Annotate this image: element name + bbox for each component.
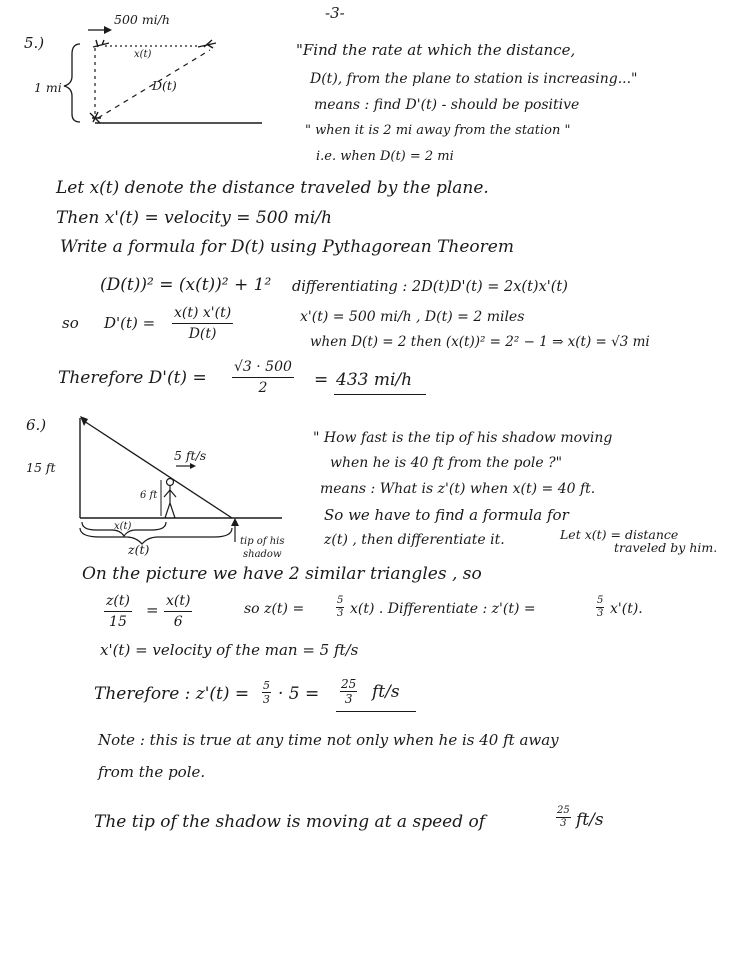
man-speed-label: 5 ft/s	[174, 448, 207, 463]
page-number: -3-	[325, 4, 345, 22]
fraction-denominator: 2	[258, 380, 268, 396]
p6-result-unit: ft/s	[372, 682, 400, 702]
p6-question-line-3: means : What is z'(t) when x(t) = 40 ft.	[320, 481, 596, 497]
tip-label-line-2: shadow	[243, 549, 282, 560]
p6-result-fraction	[340, 678, 357, 705]
fraction-denominator: 3	[597, 608, 604, 619]
p6-question-line-6: traveled by him.	[614, 540, 718, 555]
p6-similar-triangles: On the picture we have 2 similar triangles , so	[82, 564, 482, 584]
p5-dprime-label: D'(t) =	[104, 314, 156, 332]
p6-equals: =	[146, 601, 159, 619]
p6-question-line-2: when he is 40 ft from the pole ?"	[330, 455, 563, 471]
p6-differentiate: x(t) . Differentiate : z'(t) =	[350, 601, 536, 617]
p6-xprime: x'(t).	[610, 601, 643, 617]
z-over-15-fraction	[104, 594, 132, 629]
plane-speed-label: 500 mi/h	[114, 12, 170, 27]
man-icon	[164, 479, 176, 519]
x-distance-label: x(t)	[134, 49, 152, 60]
fraction-numerator: x(t)	[164, 594, 192, 612]
p6-times-five: · 5 =	[278, 684, 320, 704]
x-over-6-fraction	[164, 594, 192, 629]
fraction-denominator: 6	[173, 614, 183, 630]
p5-question-line-1: "Find the rate at which the distance,	[296, 41, 576, 59]
p6-question-line-5b: Let x(t) = distance	[560, 527, 679, 542]
fraction-denominator: 3	[344, 692, 353, 706]
fraction-denominator: 3	[337, 608, 344, 619]
p6-five-thirds-3	[262, 680, 271, 705]
p5-answer-equals: =	[314, 370, 329, 390]
fraction-denominator: D(t)	[188, 326, 217, 342]
p5-question-line-5: i.e. when D(t) = 2 mi	[316, 149, 454, 164]
man-height-label: 6 ft	[140, 490, 158, 501]
p6-note-line-2: from the pole.	[98, 763, 206, 781]
p6-question-line-1: " How fast is the tip of his shadow moving	[313, 430, 613, 446]
problem-5-label: 5.)	[24, 34, 45, 52]
fraction-numerator: x(t) x'(t)	[172, 306, 233, 324]
fraction-numerator: 5	[597, 595, 604, 606]
z-label: z(t)	[128, 542, 150, 557]
fraction-numerator: 25	[341, 677, 357, 691]
fraction-numerator: √3 · 500	[232, 360, 294, 378]
p5-answer: 433 mi/h	[336, 370, 413, 390]
p5-line-then: Then x'(t) = velocity = 500 mi/h	[56, 208, 332, 228]
fraction-numerator: 25	[557, 805, 570, 816]
p5-line-let: Let x(t) denote the distance traveled by the plane.	[56, 178, 489, 198]
p5-line-write: Write a formula for D(t) using Pythagorean Theorem	[60, 237, 514, 257]
p6-final-fraction	[556, 806, 571, 829]
fraction-numerator: z(t)	[104, 594, 132, 612]
p6-question-line-4: So we have to find a formula for	[324, 506, 569, 524]
p5-question-line-3: means : find D'(t) - should be positive	[314, 97, 580, 113]
five-thirds-fraction	[336, 596, 344, 619]
p5-question-line-2: D(t), from the plane to station is increasing..."	[310, 71, 638, 87]
five-thirds-fraction-2	[596, 596, 604, 619]
p6-final-statement: The tip of the shadow is moving at a speed of	[94, 812, 486, 832]
fraction-denominator: 15	[109, 614, 127, 630]
height-label: 1 mi	[34, 80, 62, 95]
distance-label: D(t)	[152, 78, 177, 93]
problem-6-label: 6.)	[26, 416, 47, 434]
p5-so: so	[62, 314, 79, 332]
p6-so-z: so z(t) =	[244, 601, 305, 617]
fraction-numerator: 5	[263, 679, 270, 692]
pole-height-label: 15 ft	[26, 460, 56, 475]
fraction-denominator: 3	[560, 818, 567, 829]
p5-given-values: x'(t) = 500 mi/h , D(t) = 2 miles	[300, 309, 525, 325]
p5-pythagorean: (D(t))² = (x(t))² + 1²	[100, 275, 272, 295]
light-ray	[84, 421, 232, 518]
p6-velocity: x'(t) = velocity of the man = 5 ft/s	[100, 641, 359, 659]
p6-therefore: Therefore : z'(t) =	[94, 684, 250, 704]
x-label: x(t)	[114, 521, 132, 532]
p5-differentiating: differentiating : 2D(t)D'(t) = 2x(t)x'(t)	[292, 279, 568, 295]
p5-therefore: Therefore D'(t) =	[58, 368, 207, 388]
p5-solve-x: when D(t) = 2 then (x(t))² = 2² − 1 ⇒ x(t) = √3 mi	[310, 334, 650, 350]
p6-answer-underline	[336, 711, 416, 712]
fraction-denominator: 3	[263, 693, 270, 706]
tip-label-line-1: tip of his	[240, 536, 285, 547]
p5-question-line-4: " when it is 2 mi away from the station "	[305, 123, 571, 138]
p6-note-line-1: Note : this is true at any time not only when he is 40 ft away	[98, 731, 559, 749]
fraction-numerator: 5	[337, 595, 344, 606]
p6-question-line-5a: z(t) , then differentiate it.	[324, 532, 505, 548]
p6-final-unit: ft/s	[576, 810, 604, 830]
